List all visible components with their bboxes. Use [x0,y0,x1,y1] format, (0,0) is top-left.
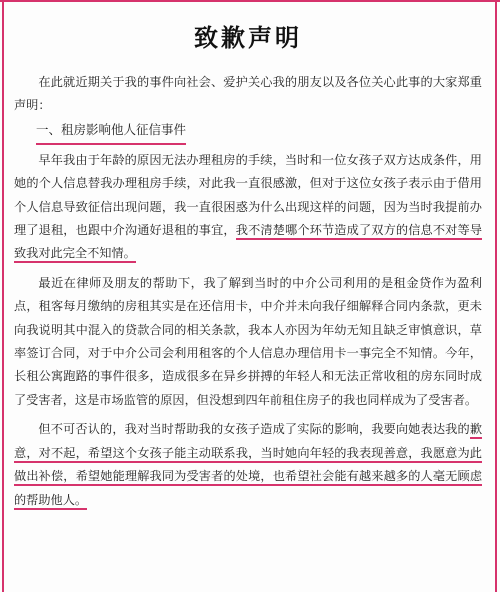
right-border [495,0,497,592]
paragraph-3-text-a: 但不可否认的，我对当时帮助我的女孩子造成了实际的影响，我要向她表达我的 [38,422,470,437]
paragraph-3 [14,418,482,512]
paragraph-1 [14,149,482,266]
document-page [14,8,482,512]
paragraph-3-highlight-b: 希望她能理解我同为受害者的处境，也希望社会能有越来越多的人毫无顾虑的帮助他人。 [14,469,482,509]
intro-paragraph: 在此就近期关于我的事件向社会、爱护关心我的朋友以及各位关心此事的大家郑重声明： [14,75,482,113]
paragraph-2: 最近在律师及朋友的帮助下，我了解到当时的中介公司利用的是租金贷作为盈利点，租客每月缴纳的房租其实是在还信用卡，中介并未向我仔细解释合同内条款，更未向我说明其中混入的贷款合同的相关条款，我本人亦因为年幼无知且缺乏审慎意识，草率签订合同，对于中介公司会利用租客的个人信息办理信用卡一事完全不知情。今年，长租公寓跑路的事件很多，造成很多在异乡拼搏的年轻人和无法正常收租的房东同时成了受害者，这是市场监管的原因，但没想到四年前租住房子的我也同样成为了受害者。 [14,275,482,407]
paragraph-1-text: 早年我由于年龄的原因无法办理租房的手续，当时和一位女孩子双方达成条件，用她的个人信息替我办理租房手续，对此我一直很感激，但对于这位女孩子表示由于借用个人信息导致征信出现问题，我一直很困惑为什么出现这样的问题，因为当时我提前办理了退租，也跟中介沟通好退租的事宜， [14,152,482,238]
section1-heading: 一、租房影响他人征信事件 [36,118,186,145]
top-border [0,0,500,2]
paragraph-1-highlight: 我不清楚哪个环节造成了双方的信息不对等导致我对此完全不知情。 [14,223,482,263]
left-border [2,0,4,592]
paragraph-3-highlight-a: 歉意，对不起，希望这个女孩子能主动联系我，当时她向年轻的我表现善意，我愿意为此做出补偿， [14,422,482,486]
page-title: 致歉声明 [194,23,302,52]
